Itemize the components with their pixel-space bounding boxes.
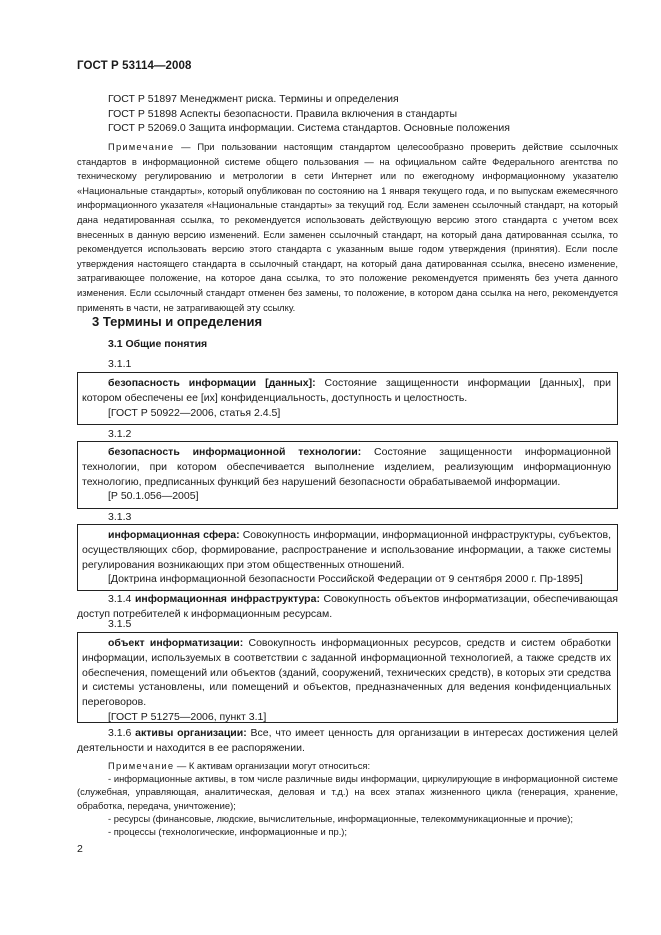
normative-references-list	[108, 92, 628, 136]
term-box	[77, 441, 618, 509]
term-source: [ГОСТ Р 50922—2006, статья 2.4.5]	[108, 406, 281, 419]
term-name: объект информатизации:	[108, 637, 244, 649]
note-label: Примечание	[108, 760, 175, 771]
term-number: 3.1.3	[108, 511, 132, 523]
term-number: 3.1.1	[108, 358, 132, 370]
note-intro: Примечание — К активам организации могут относиться:	[108, 760, 371, 771]
term-source: [Р 50.1.056—2005]	[108, 490, 199, 503]
term-name: безопасность информационной технологии:	[108, 446, 362, 458]
subsection-title: 3.1 Общие понятия	[108, 338, 208, 350]
reference-item: ГОСТ Р 51897 Менеджмент риска. Термины и определения	[108, 93, 399, 105]
term-name: активы организации:	[135, 727, 247, 739]
assets-note	[77, 759, 618, 838]
list-item: - процессы (технологические, информационные и пр.);	[108, 826, 348, 838]
list-item: - информационные активы, в том числе различные виды информации, циркулирующие в информационной системе (служебная, управляющая, аналитическая, деловая и т.д.) на всех этапах жизненного цикла (генерация, хранение, обработка, передача, уничтожение);	[77, 773, 618, 811]
references-note	[77, 140, 618, 315]
list-item: - ресурсы (финансовые, людские, вычислительные, информационные, телекоммуникационные и прочие);	[108, 812, 573, 824]
term-number: 3.1.2	[108, 428, 132, 440]
term-paragraph: 3.1.4 информационная инфраструктура: Совокупность объектов информатизации, обеспечивающая доступ потребителей к информационным ресурсам.	[77, 593, 618, 620]
term-source: [ГОСТ Р 51275—2006, пункт 3.1]	[108, 710, 267, 723]
term-name: безопасность информации [данных]:	[108, 377, 316, 389]
term-box	[77, 632, 618, 723]
term-definition: объект информатизации: Совокупность информационных ресурсов, средств и систем обработки информации, используемых в соответствии с заданной информационной технологией, а также средств их обеспечения, помещений или объектов (зданий, сооружений, технических средств), в которых эти средства и системы установлены, или помещений и объектов, предназначенных для ведения конфиденциальных переговоров.	[82, 637, 611, 709]
term-definition: безопасность информационной технологии: Состояние защищенности информационной технологии, при котором обеспечивается выполнение изделием, реализующим информационную технологию, предписанных функций без нарушений безопасности обрабатываемой информации.	[82, 446, 611, 488]
term-definition: информационная сфера: Совокупность информации, информационной инфраструктуры, субъектов, осуществляющих сбор, формирование, распространение и использование информации, а также системы регулирования возникающих при этом общественных отношений.	[82, 529, 611, 571]
page-number: 2	[77, 843, 83, 855]
section-title: 3 Термины и определения	[92, 314, 263, 329]
reference-item: ГОСТ Р 51898 Аспекты безопасности. Правила включения в стандарты	[108, 107, 458, 120]
document-header: ГОСТ Р 53114—2008	[77, 60, 192, 72]
term-paragraph: 3.1.6 активы организации: Все, что имеет ценность для организации в интересах достижения целей деятельности и находится в ее распоряжении.	[77, 727, 618, 754]
note-label: Примечание	[108, 141, 175, 152]
term-source: [Доктрина информационной безопасности Российской Федерации от 9 сентября 2000 г. Пр-1895]	[108, 573, 583, 586]
term-box	[77, 524, 618, 591]
note-text: — При пользовании настоящим стандартом целесообразно проверить действие ссылочных стандартов в информационной системе общего пользования — на официальном сайте Федерального агентства по техническому регулированию и метрологии в сети Интернет или по ежегодному информационному указателю «Национальные стандарты», который опубликован по состоянию на 1 января текущего года, и по выпускам ежемесячного информационного указателя «Национальные стандарты» за текущий год. Если заменен ссылочный стандарт, на который дана недатированная ссылка, то рекомендуется использовать действующую версию этого стандарта с учетом всех внесенных в данную версию изменений. Если заменен ссылочный стандарт, на который дана датированная ссылка, то рекомендуется использовать версию этого стандарта с указанным выше годом утверждения (принятия). Если после утверждения настоящего стандарта в ссылочный стандарт, на который дана датированная ссылка, внесено изменение, затрагивающее положение, на которое дана ссылка, то это положение рекомендуется применять без учета данного изменения. Если ссылочный стандарт отменен без замены, то положение, в котором дана ссылка на него, рекомендуется применять в части, не затрагивающей эту ссылку.	[77, 141, 618, 313]
term-definition: безопасность информации [данных]: Состояние защищенности информации [данных], при котором обеспечены ее [их] конфиденциальность, доступность и целостность.	[82, 377, 611, 404]
term-name: информационная инфраструктура:	[134, 593, 320, 605]
reference-item: ГОСТ Р 52069.0 Защита информации. Система стандартов. Основные положения	[108, 122, 510, 134]
term-name: информационная сфера:	[108, 529, 240, 541]
term-box	[77, 372, 618, 425]
term-number: 3.1.5	[108, 618, 132, 630]
